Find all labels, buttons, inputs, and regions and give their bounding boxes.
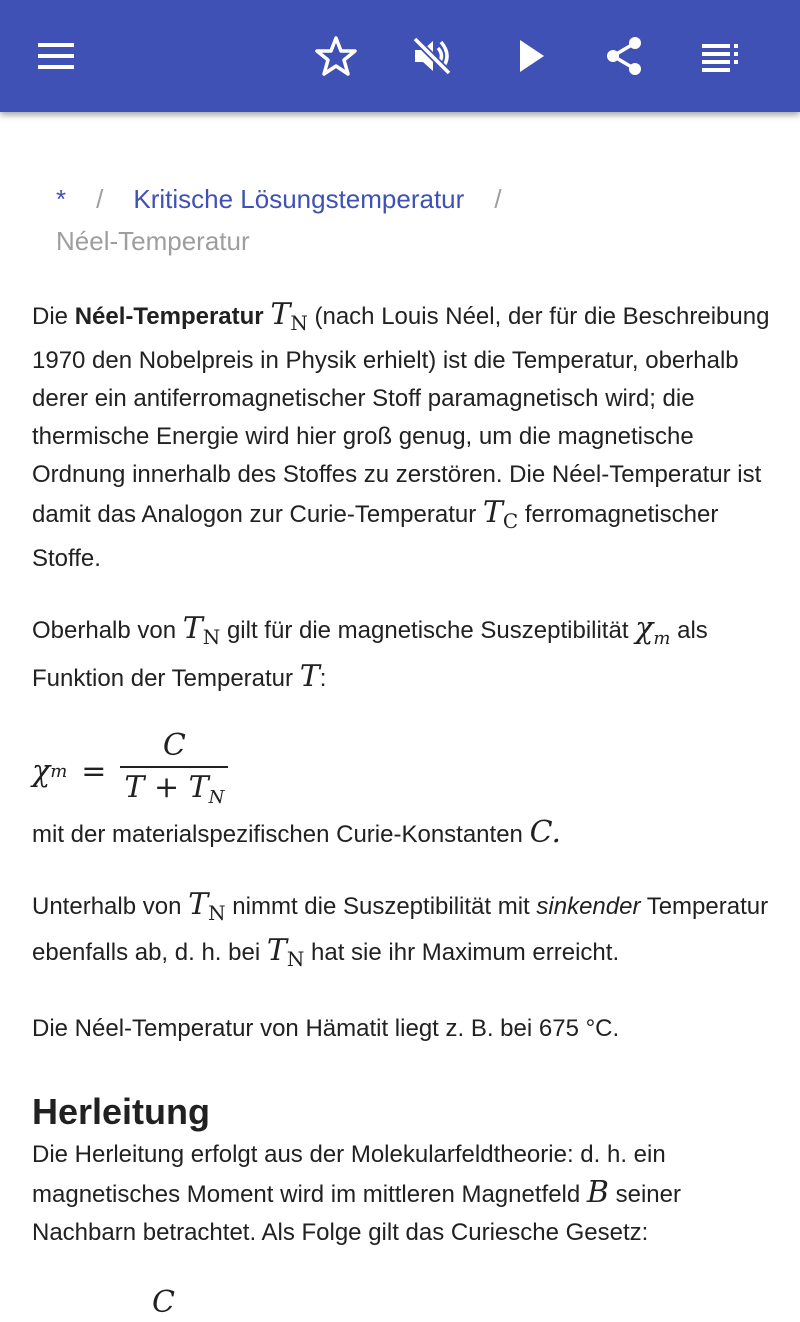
formula-numerator: C — [162, 728, 186, 763]
breadcrumb-separator: / — [96, 184, 104, 214]
math-c: C. — [529, 815, 561, 850]
paragraph-derivation: Die Herleitung erfolgt aus der Molekularfeldtheorie: d. h. ein magnetisches Moment wird im mittleren Magnetfeld B seiner Nachbarn betrachtet. Als Folge gilt das Curiesche Gesetz: — [32, 1141, 681, 1246]
math-t: T — [482, 495, 503, 530]
playlist-icon — [698, 34, 742, 78]
breadcrumb-current: Néel-Temperatur — [56, 226, 250, 256]
paragraph-above: Oberhalb von $T_N$ gilt für die magnetische Suszeptibilität $\chi_m$ als Funktion der Temperatur T: — [32, 611, 708, 694]
volume-off-icon — [410, 34, 454, 78]
mute-button[interactable] — [400, 24, 464, 88]
paragraph-curie-constant: mit der materialspezifischen Curie-Konstanten C. — [32, 815, 561, 850]
breadcrumb-home-link[interactable]: * — [56, 184, 67, 214]
breadcrumb-separator: / — [494, 184, 502, 214]
math-t: T — [270, 297, 291, 332]
susceptibility-formula — [32, 730, 772, 814]
math-t: T — [299, 659, 320, 694]
partial-formula: C — [152, 1285, 175, 1320]
emphasis: sinkender — [536, 893, 641, 920]
math-sub: N — [202, 625, 221, 649]
share-button[interactable] — [592, 24, 656, 88]
math-sub: N — [208, 901, 226, 925]
paragraph-below: Unterhalb von $T_N$ nimmt die Suszeptibilität mit sinkender Temperatur ebenfalls ab, d. h. bei $T_N$ hat sie ihr Maximum erreicht. — [32, 887, 769, 971]
bold-term: Néel-Temperatur — [74, 303, 264, 330]
section-heading: Herleitung — [32, 1091, 211, 1132]
math-sub: N — [290, 311, 308, 335]
math-b: B — [586, 1175, 609, 1210]
math-sub: m — [653, 628, 671, 649]
math-t: T — [188, 887, 209, 922]
star-outline-icon — [314, 34, 358, 78]
math-t: T — [182, 611, 203, 646]
math-chi: χ — [635, 611, 654, 646]
menu-icon — [34, 34, 78, 78]
math-t: T — [266, 933, 287, 968]
contents-button[interactable] — [688, 24, 752, 88]
breadcrumb-parent-link[interactable]: Kritische Lösungstemperatur — [133, 184, 465, 214]
article-body — [32, 296, 772, 1322]
math-sub: N — [286, 947, 305, 971]
formula-fraction — [120, 726, 228, 818]
menu-button[interactable] — [24, 24, 88, 88]
formula-equals: = — [81, 754, 107, 789]
math-sub: C — [502, 509, 519, 533]
formula-lhs: χ — [32, 754, 51, 789]
formula-lhs-sub: m — [50, 761, 68, 782]
share-icon — [602, 34, 646, 78]
play-button[interactable] — [498, 24, 562, 88]
app-bar — [0, 0, 800, 112]
paragraph-hematite: Die Néel-Temperatur von Hämatit liegt z. B. bei 675 °C. — [32, 1015, 620, 1042]
play-icon — [508, 34, 552, 78]
breadcrumb — [56, 178, 756, 262]
formula-denominator: $T + T_N$ — [120, 766, 228, 818]
bookmark-button[interactable] — [304, 24, 368, 88]
paragraph-intro: Die Néel-Temperatur $T_N$ (nach Louis Néel, der für die Beschreibung 1970 den Nobelpreis in Physik erhielt) ist die Temperatur, oberhalb derer ein antiferromagnetischer Stoff paramagnetisch wird; die thermische Energie wird hier groß genug, um die magnetische Ordnung innerhalb des Stoffes zu zerstören. Die Néel-Temperatur ist damit das Analogon zur Curie-Temperatur $T_C$ ferromagnetischer Stoffe. — [32, 297, 770, 572]
